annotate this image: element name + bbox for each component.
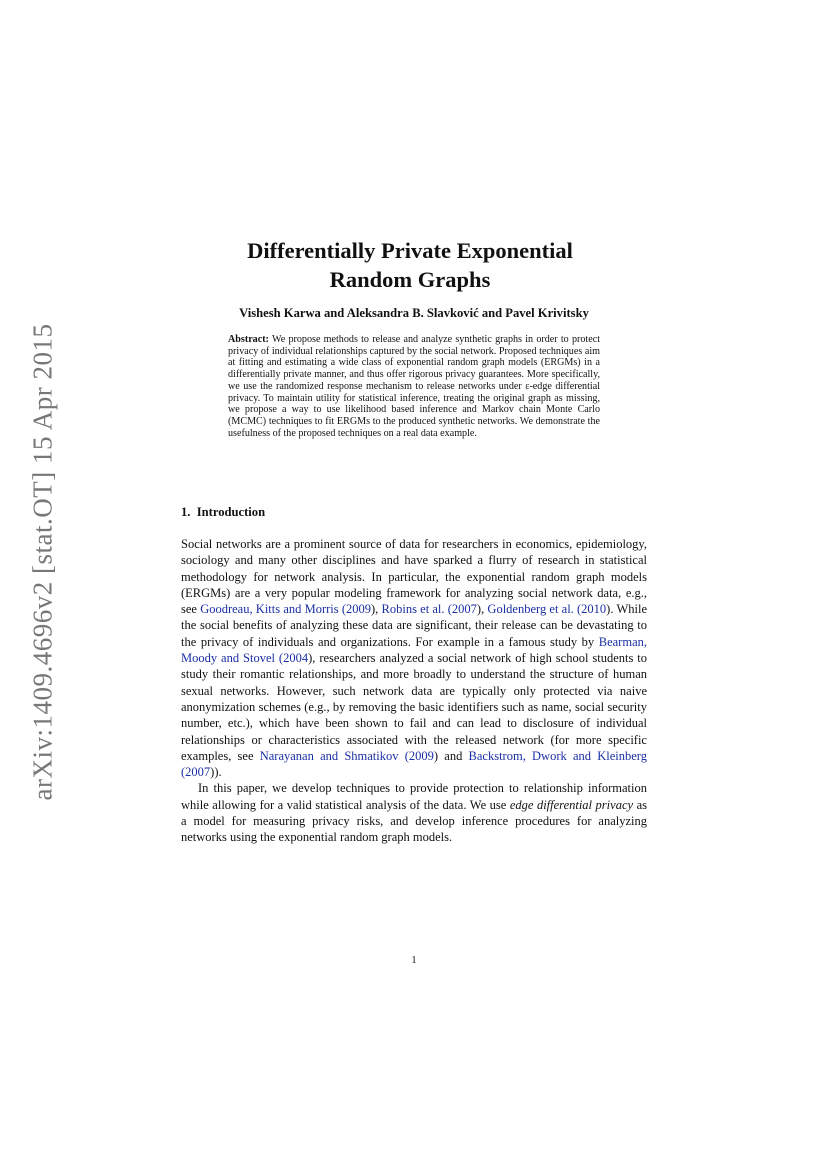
arxiv-stamp: arXiv:1409.4696v2 [stat.OT] 15 Apr 2015 xyxy=(27,323,58,801)
section-number: 1. xyxy=(181,505,191,519)
citation-link[interactable]: Bearman, Moody and Stovel (2004 xyxy=(181,634,647,666)
title-line-1: Differentially Private Exponential xyxy=(247,238,573,263)
citation-link[interactable]: Robins et al. (2007 xyxy=(381,602,477,617)
citation-link[interactable]: Narayanan and Shmatikov (2009 xyxy=(259,748,434,763)
paragraph-text: )). xyxy=(210,765,222,780)
paper-title xyxy=(160,236,660,294)
paragraph-text: ) and xyxy=(433,748,469,763)
paragraph-text: ), xyxy=(476,602,488,617)
page-number: 1 xyxy=(411,955,417,966)
emphasis: edge differential privacy xyxy=(509,797,634,812)
title-line-2: Random Graphs xyxy=(329,267,491,292)
paragraph-1 xyxy=(181,536,647,780)
paragraph-text: In this paper, we develop techniques to provide protection to relationship information while allowing for a valid statistical analysis of the data. We use xyxy=(181,781,647,812)
abstract xyxy=(228,334,600,439)
paragraph-text: Social networks are a prominent source of data for researchers in economics, epidemiology, sociology and many other disciplines and have sparked a flurry of research in statistical methodology for network analysis. In particular, the exponential random graph models (ERGMs) are a very popular modeling framework for analyzing social network data, e.g., see xyxy=(181,537,647,617)
paragraph-text: ). While the social benefits of analyzing these data are significant, their release can be devastating to the privacy of individuals and organizations. For example in a famous study by xyxy=(181,602,647,649)
abstract-label: Abstract: xyxy=(228,334,269,345)
paragraph-2 xyxy=(181,780,647,845)
citation-link[interactable]: Goodreau, Kitts and Morris (2009 xyxy=(200,602,371,617)
paragraph-text: ), researchers analyzed a social network of high school students to study their romantic relationships, and more broadly to understand the structure of human sexual networks. However, such network data are typically only protected via naive anonymization schemes (e.g., by removing the basic identifiers such as name, social security number, etc.), which have been shown to fail and can lead to disclosure of individual relationships or characteristics associated with the released network (for more specific examples, see xyxy=(181,651,647,763)
author-list: Vishesh Karwa and Aleksandra B. Slavković and Pavel Krivitsky xyxy=(239,306,589,320)
abstract-text: We propose methods to release and analyze synthetic graphs in order to protect privacy of individual relationships captured by the social network. Proposed techniques aim at fitting and estimating a wide class of exponential random graph models (ERGMs) in a differentially private manner, and thus offer rigorous privacy guarantees. More specifically, we use the randomized response mechanism to release networks under ε-edge differential privacy. To maintain utility for statistical inference, treating the original graph as missing, we propose a way to use likelihood based inference and Markov chain Monte Carlo (MCMC) techniques to fit ERGMs to the produced synthetic networks. We demonstrate the usefulness of the proposed techniques on a real data example. xyxy=(228,334,601,439)
citation-link[interactable]: Goldenberg et al. (2010 xyxy=(487,602,607,617)
introduction-body xyxy=(181,536,647,846)
citation-link[interactable]: Backstrom, Dwork and Kleinberg (2007 xyxy=(181,748,647,780)
section-heading xyxy=(181,505,265,520)
section-title: Introduction xyxy=(196,505,266,519)
paragraph-text: as a model for measuring privacy risks, and develop inference procedures for analyzing networks using the exponential random graph models. xyxy=(181,797,647,845)
paragraph-text: ), xyxy=(371,602,379,617)
